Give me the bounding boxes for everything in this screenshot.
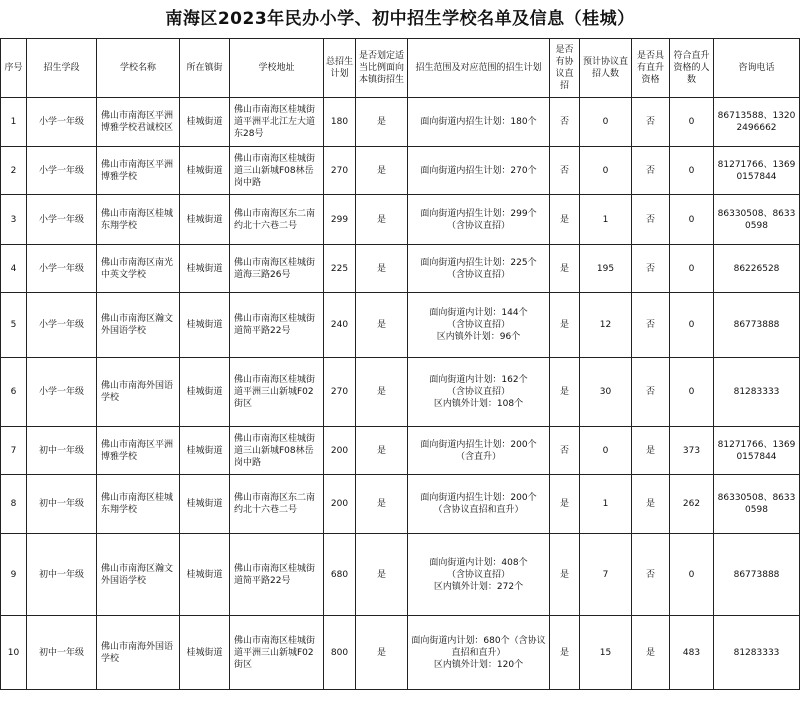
col-header-local: 是否划定适当比例面向本镇街招生: [356, 39, 408, 98]
table-row: [1, 616, 800, 690]
col-header-phone: 咨询电话: [714, 39, 800, 98]
header-row: [1, 39, 800, 98]
col-header-direct-num: 符合直升资格的人数: [670, 39, 714, 98]
cell-agree-num: 195: [580, 245, 632, 293]
table-row: [1, 475, 800, 534]
cell-town: 桂城街道: [180, 475, 230, 534]
cell-phone: 81271766、13690157844: [714, 147, 800, 195]
cell-address: 佛山市南海区东二南约北十六巷二号: [230, 475, 324, 534]
page-title: 南海区2023年民办小学、初中招生学校名单及信息（桂城）: [165, 9, 635, 29]
cell-address: 佛山市南海区桂城街道三山新城F08林岳岗中路: [230, 427, 324, 475]
cell-town: 桂城街道: [180, 534, 230, 616]
cell-stage: 小学一年级: [27, 293, 97, 358]
cell-plan: 200: [324, 427, 356, 475]
cell-address: 佛山市南海区桂城街道三山新城F08林岳岗中路: [230, 147, 324, 195]
table-row: [1, 427, 800, 475]
cell-school: 佛山市南海区平洲博雅学校: [97, 147, 180, 195]
cell-no: 3: [1, 195, 27, 245]
cell-agree-num: 1: [580, 475, 632, 534]
cell-agree-num: 12: [580, 293, 632, 358]
cell-phone: 86226528: [714, 245, 800, 293]
cell-agree: 是: [550, 245, 580, 293]
cell-agree-num: 7: [580, 534, 632, 616]
cell-agree: 是: [550, 616, 580, 690]
cell-agree: 否: [550, 147, 580, 195]
cell-direct: 否: [632, 293, 670, 358]
cell-town: 桂城街道: [180, 147, 230, 195]
cell-no: 7: [1, 427, 27, 475]
cell-scope: 面向街道内计划：162个 （含协议直招） 区内镇外计划：108个: [408, 358, 550, 427]
cell-town: 桂城街道: [180, 293, 230, 358]
cell-direct: 否: [632, 195, 670, 245]
cell-local: 是: [356, 616, 408, 690]
cell-stage: 小学一年级: [27, 98, 97, 147]
cell-plan: 180: [324, 98, 356, 147]
table-row: [1, 245, 800, 293]
cell-no: 1: [1, 98, 27, 147]
cell-agree: 是: [550, 358, 580, 427]
cell-school: 佛山市南海区桂城东翔学校: [97, 195, 180, 245]
cell-scope: 面向街道内招生计划：270个: [408, 147, 550, 195]
cell-agree-num: 0: [580, 98, 632, 147]
cell-local: 是: [356, 245, 408, 293]
cell-agree-num: 1: [580, 195, 632, 245]
col-header-scope: 招生范围及对应范围的招生计划: [408, 39, 550, 98]
cell-plan: 270: [324, 358, 356, 427]
cell-agree: 否: [550, 427, 580, 475]
cell-school: 佛山市南海区平洲博雅学校: [97, 427, 180, 475]
cell-local: 是: [356, 534, 408, 616]
cell-town: 桂城街道: [180, 427, 230, 475]
cell-phone: 86773888: [714, 534, 800, 616]
col-header-school: 学校名称: [97, 39, 180, 98]
cell-direct: 否: [632, 245, 670, 293]
cell-agree: 是: [550, 195, 580, 245]
cell-no: 9: [1, 534, 27, 616]
cell-local: 是: [356, 427, 408, 475]
cell-agree-num: 0: [580, 427, 632, 475]
cell-town: 桂城街道: [180, 98, 230, 147]
cell-agree-num: 30: [580, 358, 632, 427]
cell-direct-num: 0: [670, 245, 714, 293]
cell-agree-num: 0: [580, 147, 632, 195]
cell-direct: 是: [632, 475, 670, 534]
cell-stage: 小学一年级: [27, 245, 97, 293]
col-header-agree-num: 预计协议直招人数: [580, 39, 632, 98]
cell-stage: 初中一年级: [27, 427, 97, 475]
cell-school: 佛山市南海区南光中英文学校: [97, 245, 180, 293]
cell-direct: 否: [632, 534, 670, 616]
cell-direct: 否: [632, 358, 670, 427]
cell-direct-num: 0: [670, 534, 714, 616]
table-row: [1, 293, 800, 358]
cell-phone: 81271766、13690157844: [714, 427, 800, 475]
cell-local: 是: [356, 293, 408, 358]
cell-plan: 200: [324, 475, 356, 534]
cell-stage: 小学一年级: [27, 358, 97, 427]
cell-agree: 是: [550, 293, 580, 358]
cell-address: 佛山市南海区桂城街道海三路26号: [230, 245, 324, 293]
cell-address: 佛山市南海区桂城街道平洲三山新城F02街区: [230, 616, 324, 690]
cell-local: 是: [356, 98, 408, 147]
cell-scope: 面向街道内招生计划：200个 （含直升）: [408, 427, 550, 475]
cell-school: 佛山市南海外国语学校: [97, 358, 180, 427]
cell-school: 佛山市南海区瀚文外国语学校: [97, 534, 180, 616]
cell-scope: 面向街道内招生计划：180个: [408, 98, 550, 147]
cell-local: 是: [356, 358, 408, 427]
cell-stage: 小学一年级: [27, 195, 97, 245]
cell-town: 桂城街道: [180, 245, 230, 293]
cell-direct-num: 373: [670, 427, 714, 475]
cell-local: 是: [356, 195, 408, 245]
cell-stage: 初中一年级: [27, 534, 97, 616]
table-row: [1, 147, 800, 195]
cell-direct: 是: [632, 427, 670, 475]
cell-direct-num: 0: [670, 358, 714, 427]
cell-direct: 否: [632, 98, 670, 147]
cell-direct-num: 0: [670, 147, 714, 195]
cell-scope: 面向街道内计划：144个 （含协议直招） 区内镇外计划：96个: [408, 293, 550, 358]
cell-stage: 小学一年级: [27, 147, 97, 195]
cell-address: 佛山市南海区桂城街道简平路22号: [230, 293, 324, 358]
cell-town: 桂城街道: [180, 195, 230, 245]
cell-address: 佛山市南海区东二南约北十六巷二号: [230, 195, 324, 245]
cell-plan: 270: [324, 147, 356, 195]
cell-plan: 800: [324, 616, 356, 690]
table-row: [1, 358, 800, 427]
cell-phone: 86773888: [714, 293, 800, 358]
cell-direct-num: 262: [670, 475, 714, 534]
cell-scope: 面向街道内招生计划：225个 （含协议直招）: [408, 245, 550, 293]
cell-no: 10: [1, 616, 27, 690]
cell-stage: 初中一年级: [27, 475, 97, 534]
cell-no: 8: [1, 475, 27, 534]
cell-plan: 240: [324, 293, 356, 358]
cell-stage: 初中一年级: [27, 616, 97, 690]
cell-local: 是: [356, 147, 408, 195]
cell-local: 是: [356, 475, 408, 534]
cell-scope: 面向街道内计划：408个 （含协议直招） 区内镇外计划：272个: [408, 534, 550, 616]
cell-school: 佛山市南海外国语学校: [97, 616, 180, 690]
col-header-address: 学校地址: [230, 39, 324, 98]
table-row: [1, 534, 800, 616]
cell-direct-num: 0: [670, 98, 714, 147]
cell-town: 桂城街道: [180, 358, 230, 427]
cell-direct-num: 0: [670, 293, 714, 358]
col-header-no: 序号: [1, 39, 27, 98]
cell-phone: 81283333: [714, 616, 800, 690]
cell-agree: 是: [550, 534, 580, 616]
cell-address: 佛山市南海区桂城街道平洲平北江左大道东28号: [230, 98, 324, 147]
cell-agree-num: 15: [580, 616, 632, 690]
cell-school: 佛山市南海区平洲博雅学校君诚校区: [97, 98, 180, 147]
cell-scope: 面向街道内招生计划：299个 （含协议直招）: [408, 195, 550, 245]
cell-plan: 680: [324, 534, 356, 616]
cell-phone: 86330508、86330598: [714, 475, 800, 534]
cell-scope: 面向街道内计划：680个（含协议直招和直升） 区内镇外计划：120个: [408, 616, 550, 690]
col-header-direct: 是否具有直升资格: [632, 39, 670, 98]
col-header-agree: 是否有协议直招: [550, 39, 580, 98]
col-header-plan: 总招生计划: [324, 39, 356, 98]
cell-phone: 81283333: [714, 358, 800, 427]
table-row: [1, 98, 800, 147]
cell-direct-num: 0: [670, 195, 714, 245]
cell-phone: 86713588、13202496662: [714, 98, 800, 147]
cell-plan: 225: [324, 245, 356, 293]
col-header-town: 所在镇街: [180, 39, 230, 98]
cell-direct: 是: [632, 616, 670, 690]
cell-address: 佛山市南海区桂城街道简平路22号: [230, 534, 324, 616]
cell-agree: 是: [550, 475, 580, 534]
cell-school: 佛山市南海区瀚文外国语学校: [97, 293, 180, 358]
cell-school: 佛山市南海区桂城东翔学校: [97, 475, 180, 534]
cell-plan: 299: [324, 195, 356, 245]
cell-no: 2: [1, 147, 27, 195]
cell-town: 桂城街道: [180, 616, 230, 690]
cell-direct-num: 483: [670, 616, 714, 690]
cell-agree: 否: [550, 98, 580, 147]
col-header-stage: 招生学段: [27, 39, 97, 98]
cell-no: 4: [1, 245, 27, 293]
table-row: [1, 195, 800, 245]
cell-no: 6: [1, 358, 27, 427]
cell-direct: 否: [632, 147, 670, 195]
cell-phone: 86330508、86330598: [714, 195, 800, 245]
enrollment-table: [0, 38, 800, 690]
cell-no: 5: [1, 293, 27, 358]
cell-scope: 面向街道内招生计划：200个 （含协议直招和直升）: [408, 475, 550, 534]
cell-address: 佛山市南海区桂城街道平洲三山新城F02街区: [230, 358, 324, 427]
